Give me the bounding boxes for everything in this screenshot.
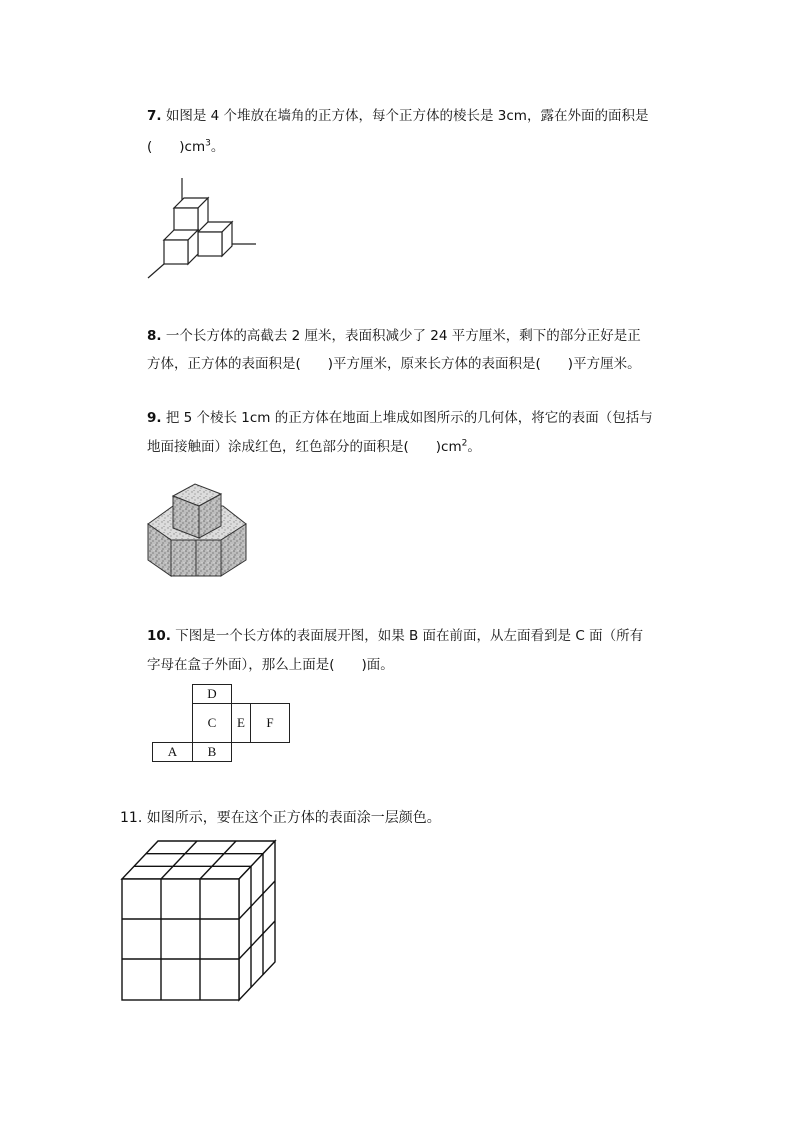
question-10-line-2	[147, 651, 394, 679]
net-face-d: D	[192, 684, 232, 704]
question-7-period: 。	[210, 139, 225, 155]
question-8-number: 8.	[147, 328, 162, 344]
net-face-b: B	[192, 742, 232, 762]
right-cube-front	[198, 232, 222, 256]
net-face-f: F	[250, 703, 290, 743]
question-8-text-2: 方体，正方体的表面积是( )平方厘米，原来长方体的表面积是( )平方厘米。	[147, 356, 641, 372]
question-8-text: 一个长方体的高截去 2 厘米，表面积减少了 24 平方厘米，剩下的部分正好是正	[165, 328, 641, 344]
question-7-line-2	[147, 133, 224, 161]
question-10-text-2: 字母在盒子外面），那么上面是( )面。	[147, 657, 394, 673]
top-cube-front	[174, 208, 198, 232]
question-7-text: 如图是 4 个堆放在墙角的正方体，每个正方体的棱长是 3cm，露在外面的面积是	[165, 108, 649, 124]
question-11-line-1	[120, 804, 441, 832]
net-face-e: E	[231, 703, 251, 743]
question-9-line-1	[147, 404, 653, 432]
cube-front-face	[122, 879, 239, 1000]
question-9-period: 。	[467, 439, 481, 455]
question-7-number: 7.	[147, 108, 162, 124]
question-9-superscript: 2	[461, 438, 468, 449]
question-7-superscript: 3	[205, 138, 211, 149]
question-8-line-1	[147, 322, 641, 350]
wall-edge-diagonal	[148, 264, 164, 278]
question-11-rubik-cube-figure	[118, 838, 282, 1006]
question-9-number: 9.	[147, 410, 162, 426]
question-10-text: 下图是一个长方体的表面展开图，如果 B 面在前面，从左面看到是 C 面（所有	[175, 628, 644, 644]
question-8-line-2	[147, 350, 641, 378]
left-cube-front	[164, 240, 188, 264]
question-9-line-2	[147, 433, 481, 461]
question-10-number: 10.	[147, 628, 171, 644]
question-7-cubes-figure	[140, 172, 270, 284]
question-7-blank: ( )cm	[147, 139, 206, 155]
question-9-blank: 地面接触面）涂成红色，红色部分的面积是( )cm	[147, 439, 462, 455]
net-face-a: A	[152, 742, 193, 762]
net-face-c: C	[192, 703, 232, 743]
question-11-text: 如图所示，要在这个正方体的表面涂一层颜色。	[146, 810, 441, 826]
question-9-text: 把 5 个棱长 1cm 的正方体在地面上堆成如图所示的几何体，将它的表面（包括与	[165, 410, 653, 426]
question-9-stone-cubes-figure	[143, 478, 253, 588]
question-11-number: 11.	[120, 810, 143, 826]
question-10-net-figure	[152, 684, 292, 764]
question-10-line-1	[147, 622, 643, 650]
question-7-line-1	[147, 102, 648, 130]
